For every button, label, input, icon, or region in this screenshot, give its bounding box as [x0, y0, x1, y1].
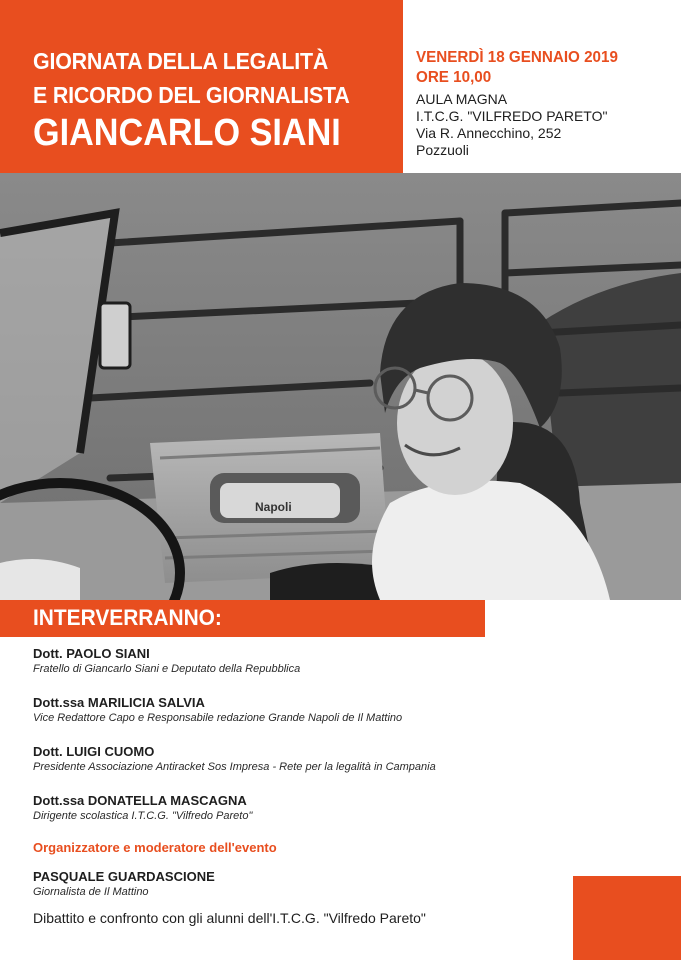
speakers-heading-bar	[0, 600, 485, 637]
title-line-1: GIORNATA DELLA LEGALITÀ	[33, 48, 329, 74]
speaker-item	[33, 744, 436, 774]
title-line-2: E RICORDO DEL GIORNALISTA	[33, 82, 350, 108]
organizer-role: Giornalista de Il Mattino	[33, 886, 149, 898]
event-time: ORE 10,00	[416, 69, 492, 86]
photo-illustration	[0, 173, 681, 600]
speaker-role: Dirigente scolastica I.T.C.G. "Vilfredo Pareto"	[33, 810, 253, 822]
event-venue: AULA MAGNA	[416, 91, 508, 107]
organizer-heading: Organizzatore e moderatore dell'evento	[33, 840, 277, 855]
speaker-name: Dott.ssa DONATELLA MASCAGNA	[33, 793, 247, 808]
speaker-name: Dott. PAOLO SIANI	[33, 646, 150, 661]
organizer-item	[33, 869, 215, 899]
portrait-photo	[0, 173, 681, 600]
speaker-item	[33, 793, 252, 823]
speaker-role: Presidente Associazione Antiracket Sos Impresa - Rete per la legalità in Campania	[33, 761, 436, 773]
speaker-item	[33, 646, 300, 676]
newspaper-text: Napoli	[255, 500, 292, 514]
speaker-name: Dott.ssa MARILICIA SALVIA	[33, 695, 205, 710]
event-city: Pozzuoli	[416, 142, 469, 158]
speaker-item	[33, 695, 402, 725]
event-info	[416, 48, 629, 159]
speaker-role: Fratello di Giancarlo Siani e Deputato della Repubblica	[33, 663, 301, 675]
title-block	[0, 0, 403, 173]
closing-note: Dibattito e confronto con gli alunni dell'I.T.C.G. "Vilfredo Pareto"	[33, 910, 426, 926]
speaker-role: Vice Redattore Capo e Responsabile redazione Grande Napoli de Il Mattino	[33, 712, 403, 724]
event-date: VENERDÌ 18 GENNAIO 2019	[416, 49, 618, 66]
speakers-heading: INTERVERRANNO:	[33, 605, 222, 630]
event-school: I.T.C.G. "VILFREDO PARETO"	[416, 108, 608, 124]
organizer-name: PASQUALE GUARDASCIONE	[33, 869, 215, 884]
speaker-name: Dott. LUIGI CUOMO	[33, 744, 155, 759]
decorative-corner-block	[573, 876, 681, 960]
event-address: Via R. Annecchino, 252	[416, 125, 562, 141]
title-name: GIANCARLO SIANI	[33, 112, 341, 154]
